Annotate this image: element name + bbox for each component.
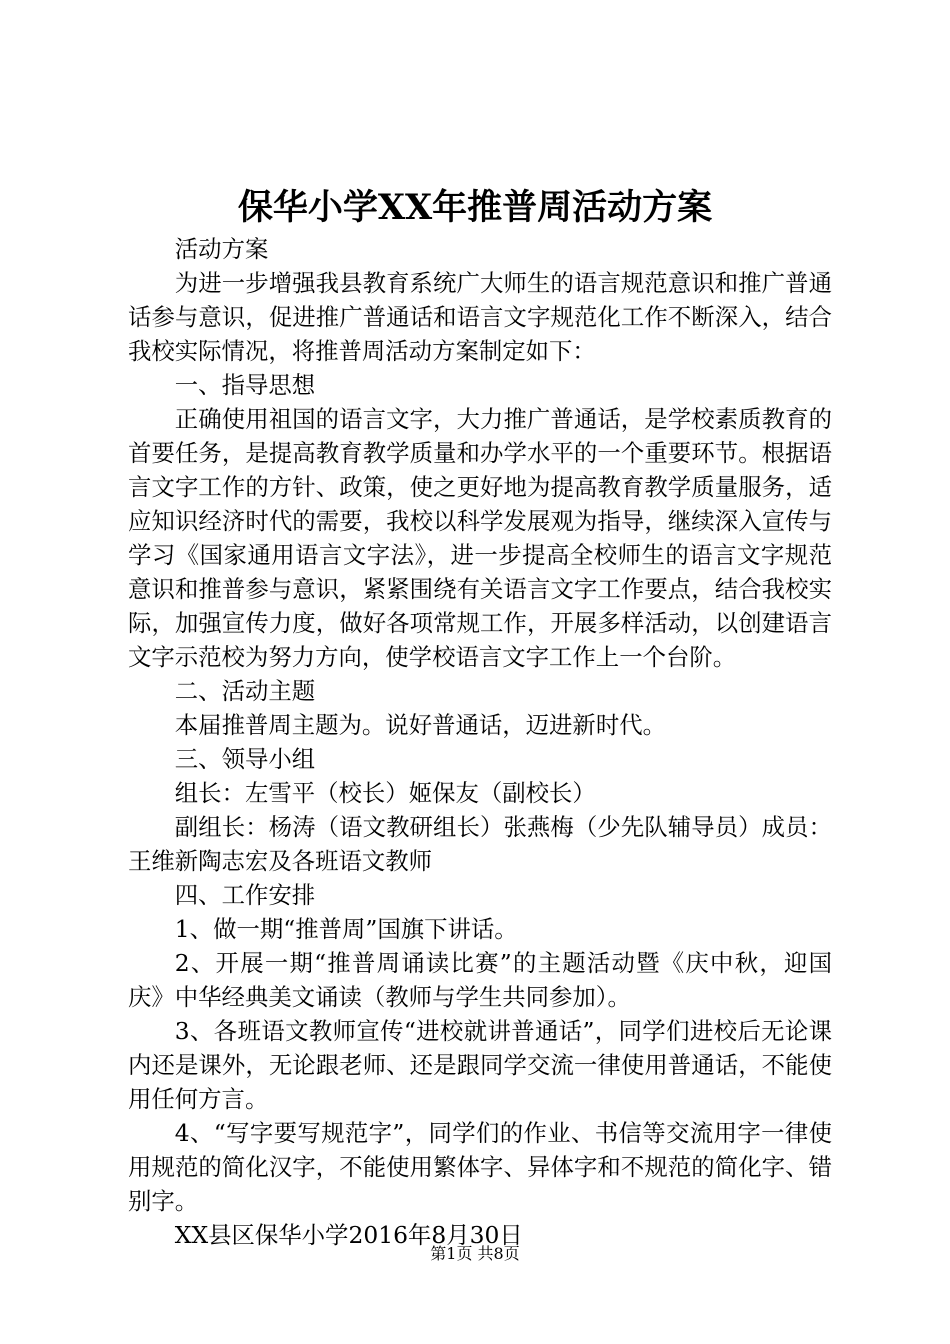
paragraph-theme: 本届推普周主题为。说好普通话，迈进新时代。 (174, 711, 666, 739)
section-heading-guiding-thought: 一、指导思想 (174, 371, 316, 399)
document-title: 保华小学XX年推普周活动方案 (237, 187, 713, 228)
section-heading-leadership: 三、领导小组 (174, 745, 316, 773)
section-heading-arrangement: 四、工作安排 (174, 881, 316, 909)
arrangement-item-1: 1、做一期“推普周”国旗下讲话。 (174, 915, 518, 943)
section-heading-theme: 二、活动主题 (174, 677, 316, 705)
paragraph-deputy-members: 副组长：杨涛（语文教研组长）张燕梅（少先队辅导员）成员：王维新陶志宏及各班语文教师 (128, 813, 832, 875)
signature-date: XX县区保华小学2016年8月30日 (174, 1221, 523, 1249)
paragraph-leader: 组长：左雪平（校长）姬保友（副校长） (174, 779, 596, 807)
arrangement-item-2: 2、开展一期“推普周诵读比赛”的主题活动暨《庆中秋，迎国庆》中华经典美文诵读（教师与学生共同参加）。 (128, 949, 832, 1011)
arrangement-item-3: 3、各班语文教师宣传“进校就讲普通话”，同学们进校后无论课内还是课外，无论跟老师、还是跟同学交流一律使用普通话，不能使用任何方言。 (128, 1017, 832, 1113)
paragraph-guiding-thought: 正确使用祖国的语言文字，大力推广普通话，是学校素质教育的首要任务，是提高教育教学质量和办学水平的一个重要环节。根据语言文字工作的方针、政策，使之更好地为提高教育教学质量服务，适应知识经济时代的需要，我校以科学发展观为指导，继续深入宣传与学习《国家通用语言文字法》，进一步提高全校师生的语言文字规范意识和推普参与意识，紧紧围绕有关语言文字工作要点，结合我校实际，加强宣传力度，做好各项常规工作，开展多样活动，以创建语言文字示范校为努力方向，使学校语言文字工作上一个台阶。 (128, 405, 832, 671)
document-body (128, 232, 832, 1252)
paragraph-heading-plan: 活动方案 (174, 235, 269, 263)
page-footer: 第1页 共8页 (430, 1244, 520, 1263)
paragraph-intro: 为进一步增强我县教育系统广大师生的语言规范意识和推广普通话参与意识，促进推广普通话和语言文字规范化工作不断深入，结合我校实际情况，将推普周活动方案制定如下： (128, 269, 832, 365)
arrangement-item-4: 4、“写字要写规范字”，同学们的作业、书信等交流用字一律使用规范的简化汉字，不能使用繁体字、异体字和不规范的简化字、错别字。 (128, 1119, 832, 1215)
